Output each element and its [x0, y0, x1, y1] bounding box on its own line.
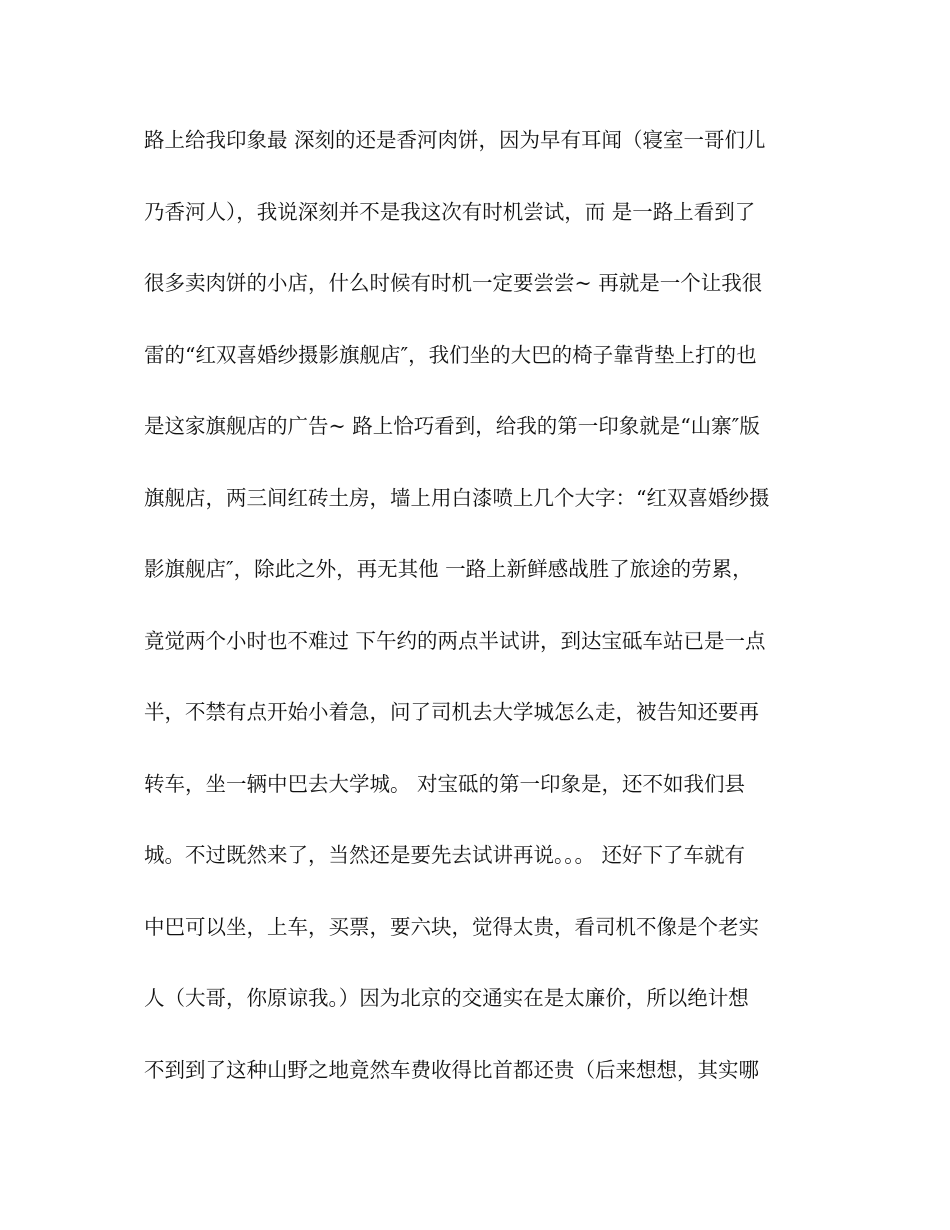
text-line-9: 半，不禁有点开始小着急，问了司机去大学城怎么走，被告知还要再: [144, 700, 759, 724]
text-line-7: 影旗舰店″，除此之外，再无其他 一路上新鲜感战胜了旅途的劳累，: [144, 557, 753, 581]
text-line-1: 路上给我印象最 深刻的还是香河肉饼，因为早有耳闻（寝室一哥们儿: [144, 128, 766, 152]
text-line-5: 是这家旗舰店的广告~ 路上恰巧看到，给我的第一印象就是“山寨″版: [144, 414, 760, 438]
text-line-12: 中巴可以坐，上车，买票，要六块，觉得太贵，看司机不像是个老实: [144, 914, 759, 939]
text-line-11: 城。不过既然来了，当然还是要先去试讲再说。。。 还好下了车就有: [144, 843, 746, 867]
text-line-2: 乃香河人），我说深刻并不是我这次有时机尝试，而 是一路上看到了: [144, 199, 756, 224]
text-line-3: 很多卖肉饼的小店，什么时候有时机一定要尝尝~ 再就是一个让我很: [144, 271, 763, 295]
text-line-8: 竟觉两个小时也不难过 下午约的两点半试讲，到达宝砥车站已是一点: [144, 628, 766, 653]
text-line-10: 转车，坐一辆中巴去大学城。 对宝砥的第一印象是，还不如我们县: [144, 771, 746, 796]
text-line-14: 不到到了这种山野之地竟然车费收得比首都还贵（后来想想，其实哪: [144, 1057, 759, 1082]
body-text: [144, 120, 824, 1121]
text-line-13: 人（大哥，你原谅我。）因为北京的交通实在是太廉价，所以绝计想: [144, 986, 749, 1010]
text-line-4: 雷的“红双喜婚纱摄影旗舰店″，我们坐的大巴的椅子靠背垫上打的也: [144, 342, 757, 367]
text-line-6: 旗舰店，两三间红砖土房，墙上用白漆喷上几个大字：“红双喜婚纱摄: [144, 485, 770, 510]
